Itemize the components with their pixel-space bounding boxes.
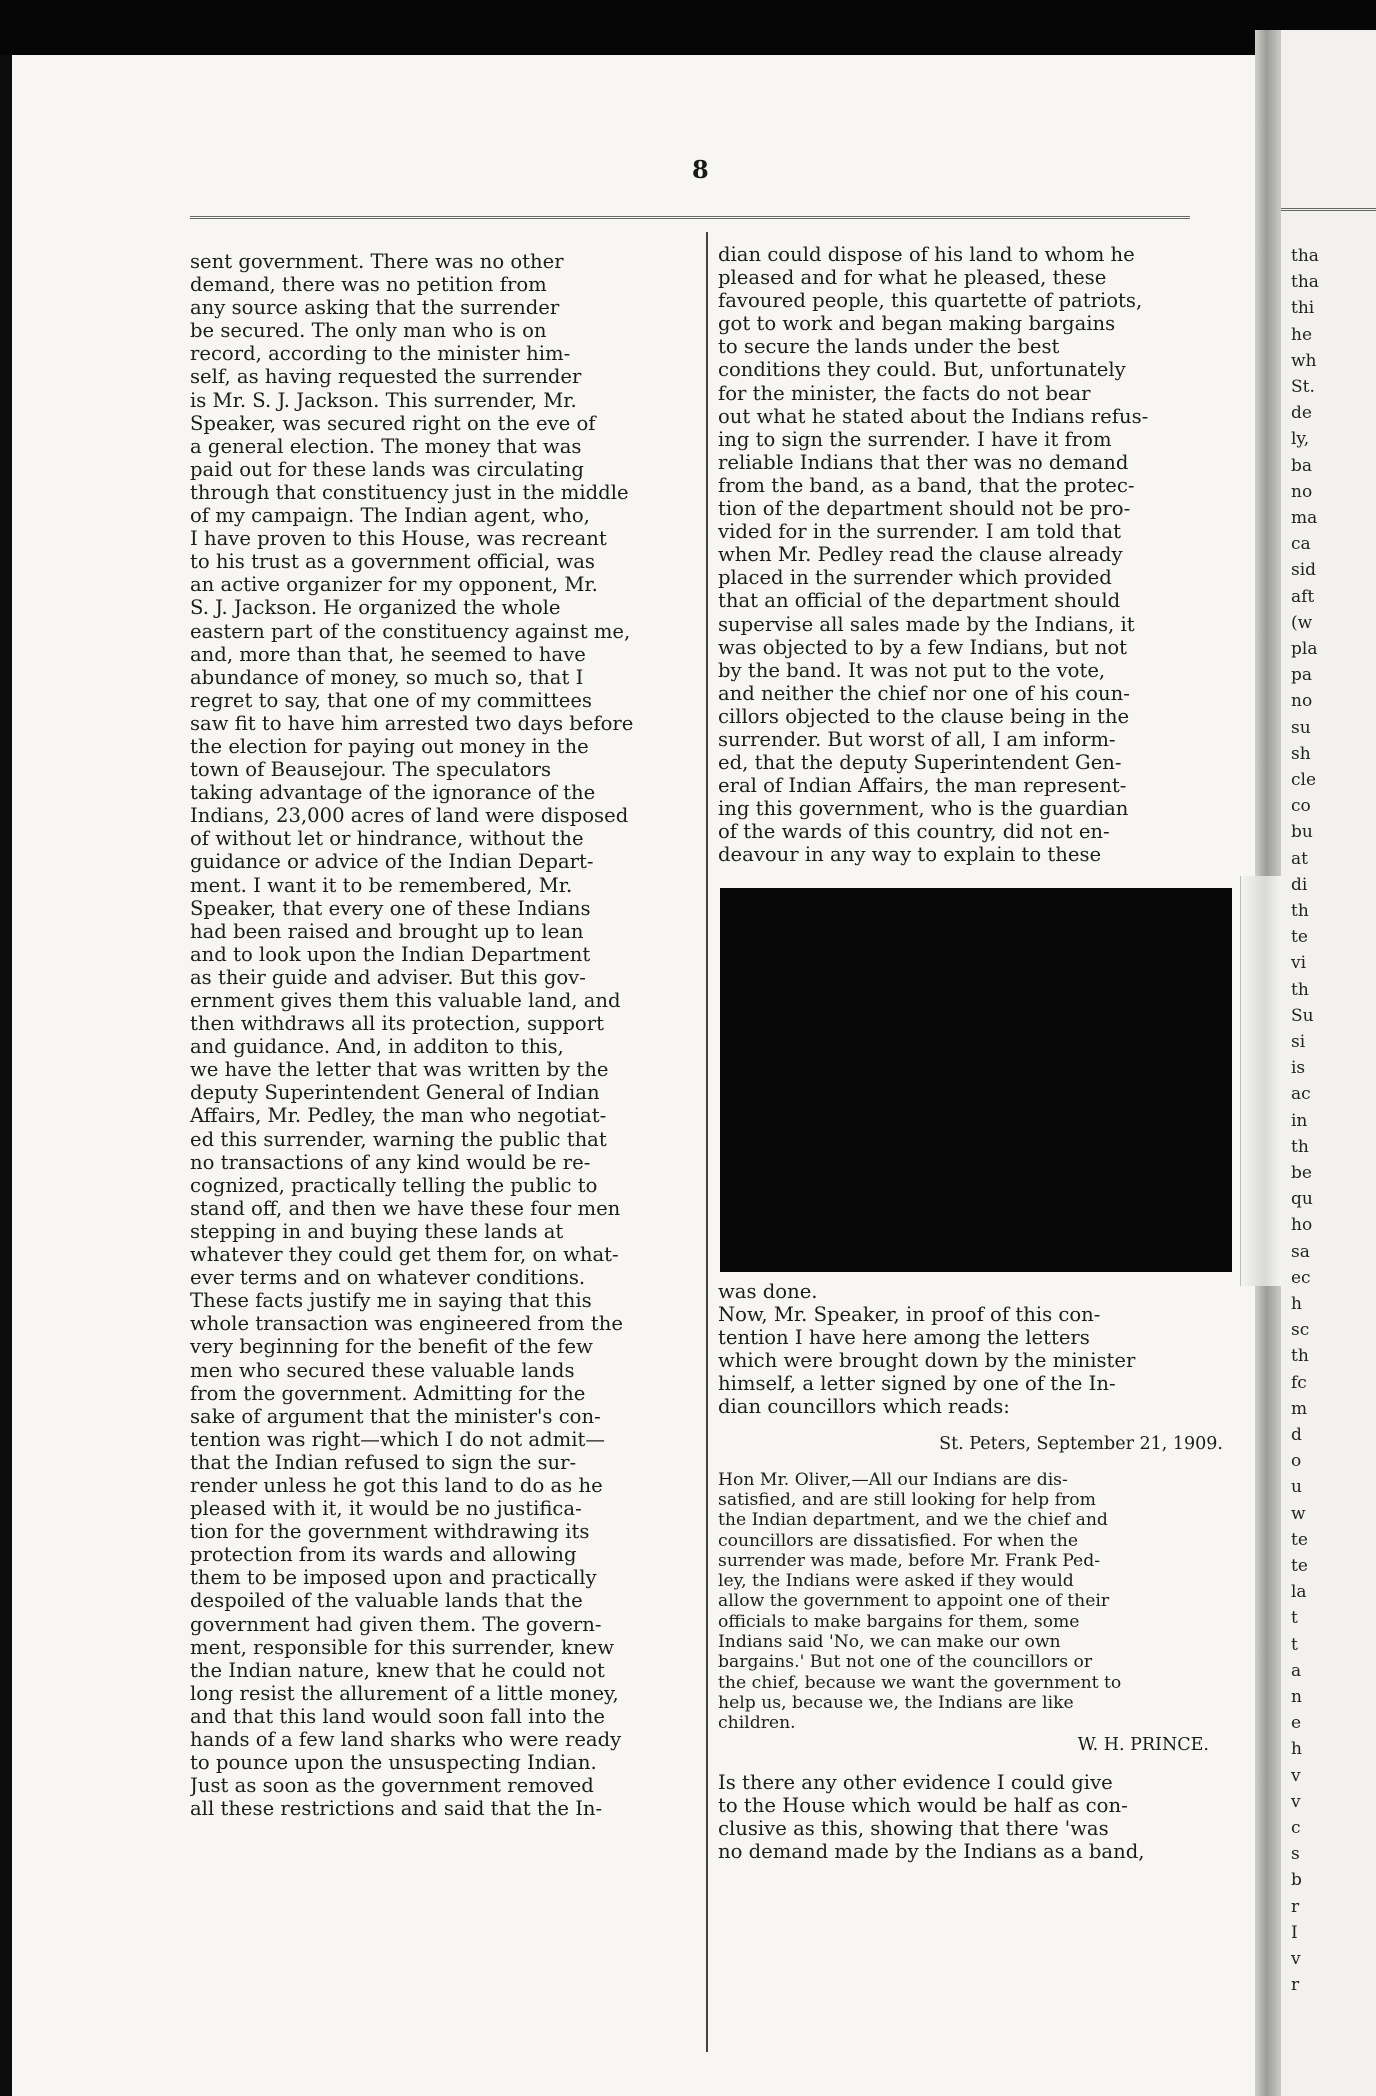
adjacent-page-fragment: v: [1291, 1791, 1301, 1812]
text-line: eastern part of the constituency against me,: [190, 619, 631, 643]
text-line: self, as having requested the surrender: [190, 365, 582, 389]
text-line: Now, Mr. Speaker, in proof of this con-: [718, 1303, 1101, 1327]
text-line: the election for paying out money in the: [190, 734, 589, 758]
text-line: Speaker, was secured right on the eve of: [190, 411, 596, 435]
letter-line: children.: [718, 1713, 796, 1734]
text-line: ment, responsible for this surrender, knew: [190, 1635, 615, 1659]
text-line: to pounce upon the unsuspecting Indian.: [190, 1751, 597, 1775]
adjacent-page-fragment: s: [1291, 1844, 1300, 1865]
text-line: all these restrictions and said that the In-: [190, 1797, 603, 1821]
adjacent-page-fragment: t: [1291, 1634, 1298, 1655]
adjacent-page-fragment: be: [1291, 1163, 1312, 1183]
text-line: that the Indian refused to sign the sur-: [190, 1450, 577, 1474]
adjacent-page-fragment: sa: [1291, 1241, 1310, 1262]
text-line: long resist the allurement of a little money,: [190, 1681, 619, 1705]
adjacent-page-fragment: he: [1291, 324, 1313, 345]
text-line: ing this government, who is the guardian: [718, 797, 1129, 821]
text-line: render unless he got this land to do as he: [190, 1473, 603, 1497]
text-line: S. J. Jackson. He organized the whole: [190, 596, 561, 620]
text-line: supervise all sales made by the Indians, it: [718, 612, 1135, 636]
adjacent-page-fragment: tha: [1291, 272, 1319, 293]
adjacent-page-fragment: I: [1291, 1922, 1298, 1943]
adjacent-page-fragment: cle: [1291, 770, 1317, 790]
text-line: be secured. The only man who is on: [190, 319, 547, 343]
text-line: whole transaction was engineered from the: [190, 1312, 623, 1336]
adjacent-page-fragment: at: [1291, 848, 1308, 869]
letter-line: councillors are dissatisfied. For when the: [718, 1530, 1078, 1551]
text-line: Just as soon as the government removed: [190, 1774, 594, 1798]
closing-paragraph: [718, 1771, 1223, 1863]
text-line: protection from its wards and allowing: [190, 1543, 577, 1567]
text-line: is Mr. S. J. Jackson. This surrender, Mr.: [190, 388, 577, 412]
adjacent-page-fragment: c: [1291, 1818, 1301, 1838]
redacted-block: [720, 888, 1232, 1272]
text-line: dian could dispose of his land to whom he: [718, 243, 1135, 266]
adjacent-page-fragment: ho: [1291, 1215, 1313, 1236]
text-line: town of Beausejour. The speculators: [190, 758, 552, 782]
adjacent-page-fragment: si: [1291, 1032, 1306, 1052]
text-line: from the government. Admitting for the: [190, 1381, 586, 1405]
adjacent-page-fragment: v: [1291, 1949, 1301, 1969]
adjacent-page-fragment: St.: [1291, 377, 1315, 397]
letter-line: the chief, because we want the government to: [718, 1672, 1122, 1693]
text-line: regret to say, that one of my committees: [190, 688, 592, 712]
text-line: from the band, as a band, that the protec-: [718, 473, 1135, 497]
letter-body: [718, 1470, 1223, 1734]
text-line: ment. I want it to be remembered, Mr.: [190, 873, 573, 897]
text-line: to the House which would be half as con-: [718, 1793, 1128, 1817]
text-line: was objected to by a few Indians, but not: [718, 635, 1127, 659]
text-line: and that this land would soon fall into the: [190, 1704, 606, 1728]
text-line: ever terms and on whatever conditions.: [190, 1266, 586, 1290]
text-line: them to be imposed upon and practically: [190, 1566, 597, 1590]
text-line: through that constituency just in the middle: [190, 480, 629, 504]
letter-line: satisfied, and are still looking for help from: [718, 1489, 1096, 1510]
adjacent-page-fragment: t: [1291, 1608, 1298, 1629]
adjacent-page-fragment: Su: [1291, 1005, 1314, 1026]
text-line: sent government. There was no other: [190, 250, 564, 273]
text-line: tion of the department should not be pro-: [718, 497, 1131, 521]
text-line: which were brought down by the minister: [718, 1349, 1136, 1373]
text-line: These facts justify me in saying that this: [190, 1289, 592, 1313]
text-line: himself, a letter signed by one of the In-: [718, 1372, 1116, 1396]
text-line: record, according to the minister him-: [190, 342, 571, 366]
text-line: stepping in and buying these lands at: [190, 1219, 564, 1243]
adjacent-page-rule: [1281, 208, 1376, 211]
text-line: for the minister, the facts do not bear: [718, 381, 1091, 405]
text-line: deavour in any way to explain to these: [718, 843, 1102, 867]
text-line: hands of a few land sharks who were ready: [190, 1728, 622, 1751]
text-line: ing to sign the surrender. I have it from: [718, 427, 1112, 451]
text-line: a general election. The money that was: [190, 434, 582, 458]
adjacent-page-fragment: th: [1291, 979, 1309, 1000]
text-line: conditions they could. But, unfortunately: [718, 358, 1126, 382]
text-line: to secure the lands under the best: [718, 335, 1060, 359]
adjacent-page-fragment: a: [1291, 1660, 1302, 1681]
page-tab-flap: [1240, 876, 1281, 1286]
text-line: when Mr. Pedley read the clause already: [718, 543, 1123, 567]
right-column-bottom: [718, 1280, 1223, 1863]
adjacent-page-fragment: no: [1291, 481, 1313, 502]
text-line: out what he stated about the Indians refus-: [718, 404, 1149, 428]
adjacent-page-fragment: (w: [1291, 612, 1313, 633]
adjacent-page-fragment: h: [1291, 1294, 1302, 1314]
text-line: tention I have here among the letters: [718, 1326, 1090, 1350]
adjacent-page-fragment: thi: [1291, 298, 1315, 319]
text-line: pleased with it, it would be no justifica-: [190, 1497, 582, 1521]
letter-intro: [718, 1303, 1223, 1418]
adjacent-page-fragment: ly,: [1291, 429, 1310, 450]
adjacent-page-fragment: r: [1291, 1896, 1300, 1917]
adjacent-page-fragment: r: [1291, 1975, 1300, 1996]
text-line: ernment gives them this valuable land, and: [190, 989, 621, 1012]
right-column-top: [718, 243, 1213, 867]
letter-line: surrender was made, before Mr. Frank Ped-: [718, 1550, 1101, 1571]
text-line: tion for the government withdrawing its: [190, 1520, 590, 1544]
text-line: surrender. But worst of all, I am inform-: [718, 727, 1116, 751]
text-line: and guidance. And, in additon to this,: [190, 1035, 564, 1059]
adjacent-page-fragment: tha: [1291, 246, 1319, 266]
text-line: by the band. It was not put to the vote,: [718, 658, 1106, 682]
text-line: cillors objected to the clause being in the: [718, 704, 1130, 728]
scan-top-border: [0, 0, 1376, 55]
adjacent-page-fragment: in: [1291, 1110, 1308, 1131]
adjacent-page-fragment: h: [1291, 1739, 1302, 1760]
adjacent-page-fragment: pla: [1291, 639, 1318, 659]
adjacent-page-fragment: fc: [1291, 1372, 1307, 1393]
adjacent-page-fragment: aft: [1291, 586, 1315, 607]
text-line: I have proven to this House, was recreant: [190, 527, 607, 551]
text-fragment: was done.: [718, 1280, 818, 1303]
adjacent-page-fragment: vi: [1291, 953, 1307, 974]
text-line: then withdraws all its protection, support: [190, 1012, 604, 1036]
text-line: and to look upon the Indian Department: [190, 942, 591, 966]
text-line: whatever they could get them for, on what-: [190, 1243, 619, 1267]
adjacent-page-fragment: w: [1291, 1503, 1306, 1524]
letter-line: Indians said 'No, we can make our own: [718, 1632, 1061, 1653]
text-line: sake of argument that the minister's con-: [190, 1404, 601, 1428]
text-line: despoiled of the valuable lands that the: [190, 1589, 583, 1613]
text-line: of the wards of this country, did not en-: [718, 820, 1110, 844]
adjacent-page-fragment: is: [1291, 1058, 1306, 1079]
page-number: 8: [692, 155, 709, 184]
adjacent-page-fragment: th: [1291, 901, 1309, 921]
text-line: clusive as this, showing that there 'was: [718, 1816, 1109, 1840]
adjacent-page-fragment: e: [1291, 1713, 1302, 1734]
adjacent-page-fragment: ac: [1291, 1084, 1311, 1105]
header-rule: [190, 216, 1190, 219]
text-line: vided for in the surrender. I am told that: [718, 520, 1121, 544]
text-line: favoured people, this quartette of patriots,: [718, 289, 1143, 313]
adjacent-page-fragment: pa: [1291, 665, 1313, 686]
letter-line: officials to make bargains for them, some: [718, 1611, 1080, 1632]
text-line: an active organizer for my opponent, Mr.: [190, 573, 598, 597]
letter-line: the Indian department, and we the chief and: [718, 1510, 1108, 1531]
text-line: to his trust as a government official, was: [190, 550, 595, 574]
text-line: placed in the surrender which provided: [718, 566, 1112, 590]
adjacent-page-fragment: n: [1291, 1687, 1302, 1707]
adjacent-page-fragment: ec: [1291, 1267, 1311, 1288]
text-line: of without let or hindrance, without the: [190, 827, 584, 851]
text-line: and neither the chief nor one of his coun-: [718, 681, 1130, 705]
adjacent-page-fragment: bu: [1291, 822, 1313, 843]
text-line: abundance of money, so much so, that I: [190, 665, 584, 689]
text-line: no demand made by the Indians as a band,: [718, 1839, 1145, 1863]
adjacent-page-fragment: m: [1291, 1398, 1308, 1419]
text-line: guidance or advice of the Indian Depart-: [190, 850, 594, 874]
adjacent-page-fragment: te: [1291, 927, 1308, 948]
text-line: taking advantage of the ignorance of the: [190, 781, 596, 805]
text-line: got to work and began making bargains: [718, 312, 1116, 336]
adjacent-page-fragment: o: [1291, 1451, 1302, 1472]
text-line: and, more than that, he seemed to have: [190, 642, 586, 666]
text-line: demand, there was no petition from: [190, 273, 547, 297]
text-line: ed this surrender, warning the public that: [190, 1127, 607, 1151]
text-line: that an official of the department should: [718, 589, 1121, 613]
adjacent-page-fragment: qu: [1291, 1189, 1313, 1210]
letter-line: help us, because we, the Indians are like: [718, 1692, 1074, 1713]
letter-line: ley, the Indians were asked if they would: [718, 1571, 1074, 1592]
adjacent-page-fragment: te: [1291, 1529, 1308, 1550]
adjacent-page-fragment: di: [1291, 874, 1308, 895]
text-line: Affairs, Mr. Pedley, the man who negotiat-: [190, 1104, 607, 1128]
letter-line: Hon Mr. Oliver,—All our Indians are dis-: [718, 1469, 1068, 1490]
text-line: men who secured these valuable lands: [190, 1358, 575, 1382]
text-line: the Indian nature, knew that he could not: [190, 1658, 605, 1682]
left-column: [190, 250, 695, 1820]
adjacent-page-fragment: su: [1291, 717, 1311, 738]
adjacent-page-fragment: ma: [1291, 508, 1318, 528]
adjacent-page-fragment: te: [1291, 1556, 1308, 1576]
adjacent-page-fragment: u: [1291, 1477, 1302, 1498]
adjacent-page-fragment: sh: [1291, 743, 1311, 764]
text-line: we have the letter that was written by the: [190, 1058, 609, 1082]
letter-line: bargains.' But not one of the councillors or: [718, 1652, 1093, 1673]
text-line: pleased and for what he pleased, these: [718, 266, 1107, 290]
adjacent-page-fragment: d: [1291, 1425, 1302, 1445]
text-line: had been raised and brought up to lean: [190, 919, 584, 943]
text-line: stand off, and then we have these four men: [190, 1196, 621, 1220]
adjacent-page-fragment: no: [1291, 691, 1313, 712]
text-line: Indians, 23,000 acres of land were disposed: [190, 804, 629, 828]
text-line: Speaker, that every one of these Indians: [190, 896, 591, 920]
adjacent-page-fragment: sc: [1291, 1320, 1310, 1341]
adjacent-page-fragment: th: [1291, 1136, 1309, 1157]
text-line: paid out for these lands was circulating: [190, 457, 584, 481]
text-line: very beginning for the benefit of the few: [190, 1335, 593, 1359]
letter-date: St. Peters, September 21, 1909.: [939, 1433, 1223, 1454]
text-line: no transactions of any kind would be re-: [190, 1150, 591, 1174]
column-separator: [706, 232, 708, 2052]
adjacent-page-fragment: wh: [1291, 350, 1317, 371]
text-line: dian councillors which reads:: [718, 1395, 1010, 1419]
text-line: saw fit to have him arrested two days before: [190, 711, 634, 735]
text-line: reliable Indians that ther was no demand: [718, 450, 1129, 474]
text-line: any source asking that the surrender: [190, 296, 560, 320]
adjacent-page: [1281, 30, 1376, 2096]
adjacent-page-fragment: ba: [1291, 455, 1313, 476]
adjacent-page-fragment: ca: [1291, 534, 1311, 555]
text-line: eral of Indian Affairs, the man represent-: [718, 774, 1127, 798]
text-line: Is there any other evidence I could give: [718, 1770, 1113, 1794]
text-line: of my campaign. The Indian agent, who,: [190, 504, 590, 528]
text-line: deputy Superintendent General of Indian: [190, 1081, 600, 1105]
text-line: ed, that the deputy Superintendent Gen-: [718, 751, 1122, 775]
letter-line: allow the government to appoint one of their: [718, 1591, 1110, 1612]
adjacent-page-fragment: de: [1291, 403, 1312, 424]
letter-signature: W. H. PRINCE.: [1077, 1734, 1209, 1755]
text-line: government had given them. The govern-: [190, 1612, 602, 1636]
adjacent-page-fragment: co: [1291, 796, 1311, 817]
adjacent-page-fragment: b: [1291, 1870, 1302, 1891]
text-line: tention was right—which I do not admit—: [190, 1427, 605, 1451]
adjacent-page-fragment: v: [1291, 1765, 1301, 1786]
adjacent-page-fragment: la: [1291, 1582, 1307, 1603]
adjacent-page-fragment: th: [1291, 1346, 1309, 1367]
text-line: as their guide and adviser. But this gov-: [190, 965, 586, 989]
text-line: cognized, practically telling the public to: [190, 1173, 598, 1197]
adjacent-page-fragment: sid: [1291, 560, 1317, 581]
